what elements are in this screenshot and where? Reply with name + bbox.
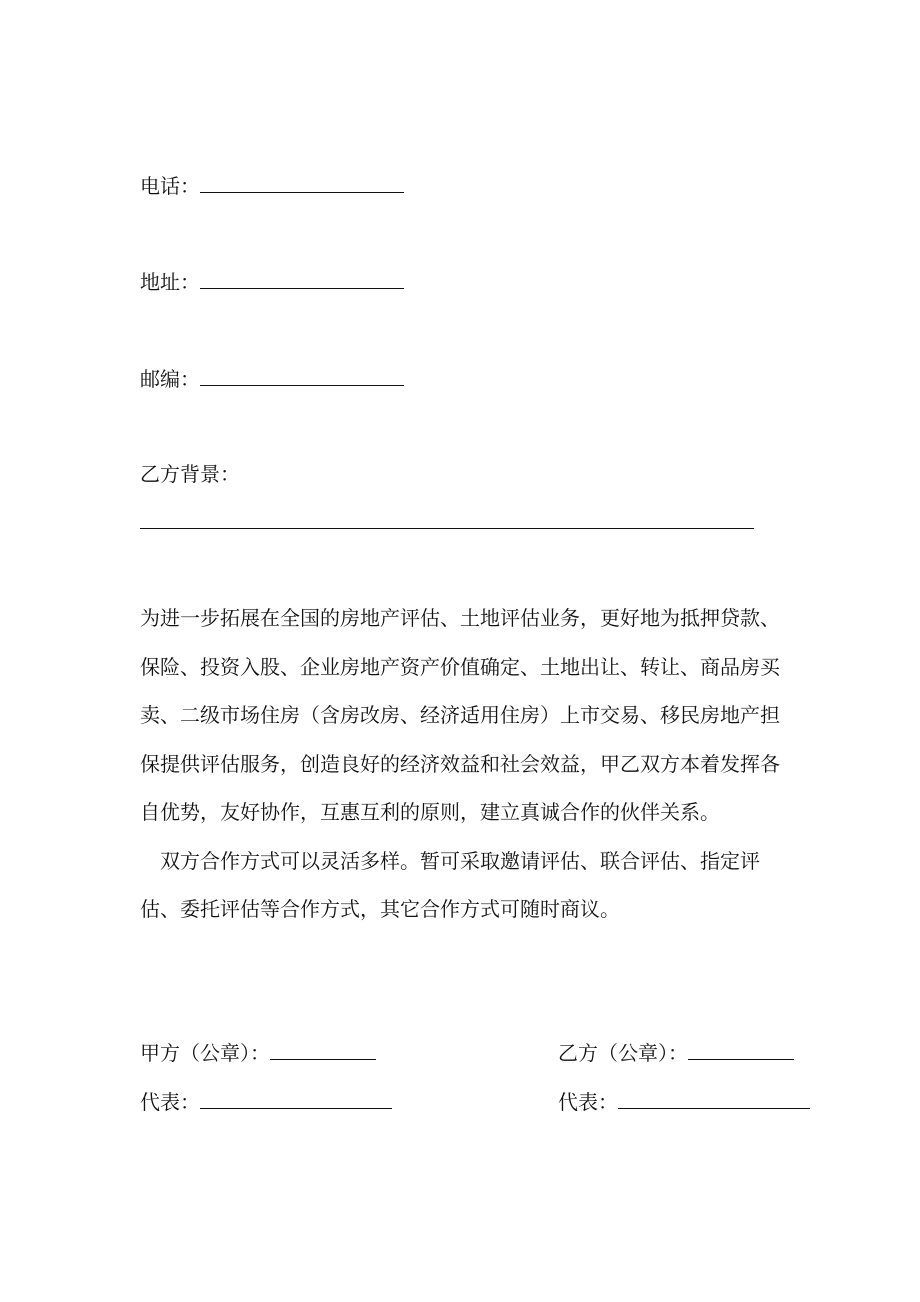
party-b-seal-blank[interactable]: [688, 1039, 794, 1060]
party-b-background-label: 乙方背景：: [140, 462, 240, 486]
party-a-representative-label: 代表：: [140, 1090, 200, 1114]
phone-blank[interactable]: [200, 172, 404, 193]
party-b-background-blank[interactable]: [140, 528, 754, 529]
body-text: [140, 594, 780, 934]
party-b-representative-blank[interactable]: [618, 1088, 810, 1109]
address-label: 地址：: [140, 270, 200, 294]
party-a-seal-blank[interactable]: [270, 1039, 376, 1060]
paragraph-1: 为进一步拓展在全国的房地产评估、土地评估业务，更好地为抵押贷款、保险、投资入股、企业房地产资产价值确定、土地出让、转让、商品房买卖、二级市场住房（含房改房、经济适用住房）上市交易、移民房地产担保提供评估服务，创造良好的经济效益和社会效益，甲乙双方本着发挥各自优势，友好协作，互惠互利的原则，建立真诚合作的伙伴关系。: [140, 606, 780, 824]
phone-field: [140, 172, 404, 199]
postcode-field: [140, 365, 404, 392]
signature-row-seal: [140, 1039, 688, 1066]
postcode-label: 邮编：: [140, 367, 200, 391]
paragraph-2: 双方合作方式可以灵活多样。暂可采取邀请评估、联合评估、指定评估、委托评估等合作方式，其它合作方式可随时商议。: [140, 848, 760, 921]
party-a-representative-blank[interactable]: [200, 1088, 392, 1109]
party-b-representative-label: 代表：: [558, 1090, 618, 1114]
party-b-seal-label: 乙方（公章）：: [558, 1041, 688, 1065]
address-field: [140, 268, 404, 295]
party-a-seal-label: 甲方（公章）：: [140, 1041, 270, 1065]
address-blank[interactable]: [200, 268, 404, 289]
phone-label: 电话：: [140, 174, 200, 198]
signature-row-representative: [140, 1088, 618, 1115]
postcode-blank[interactable]: [200, 365, 404, 386]
